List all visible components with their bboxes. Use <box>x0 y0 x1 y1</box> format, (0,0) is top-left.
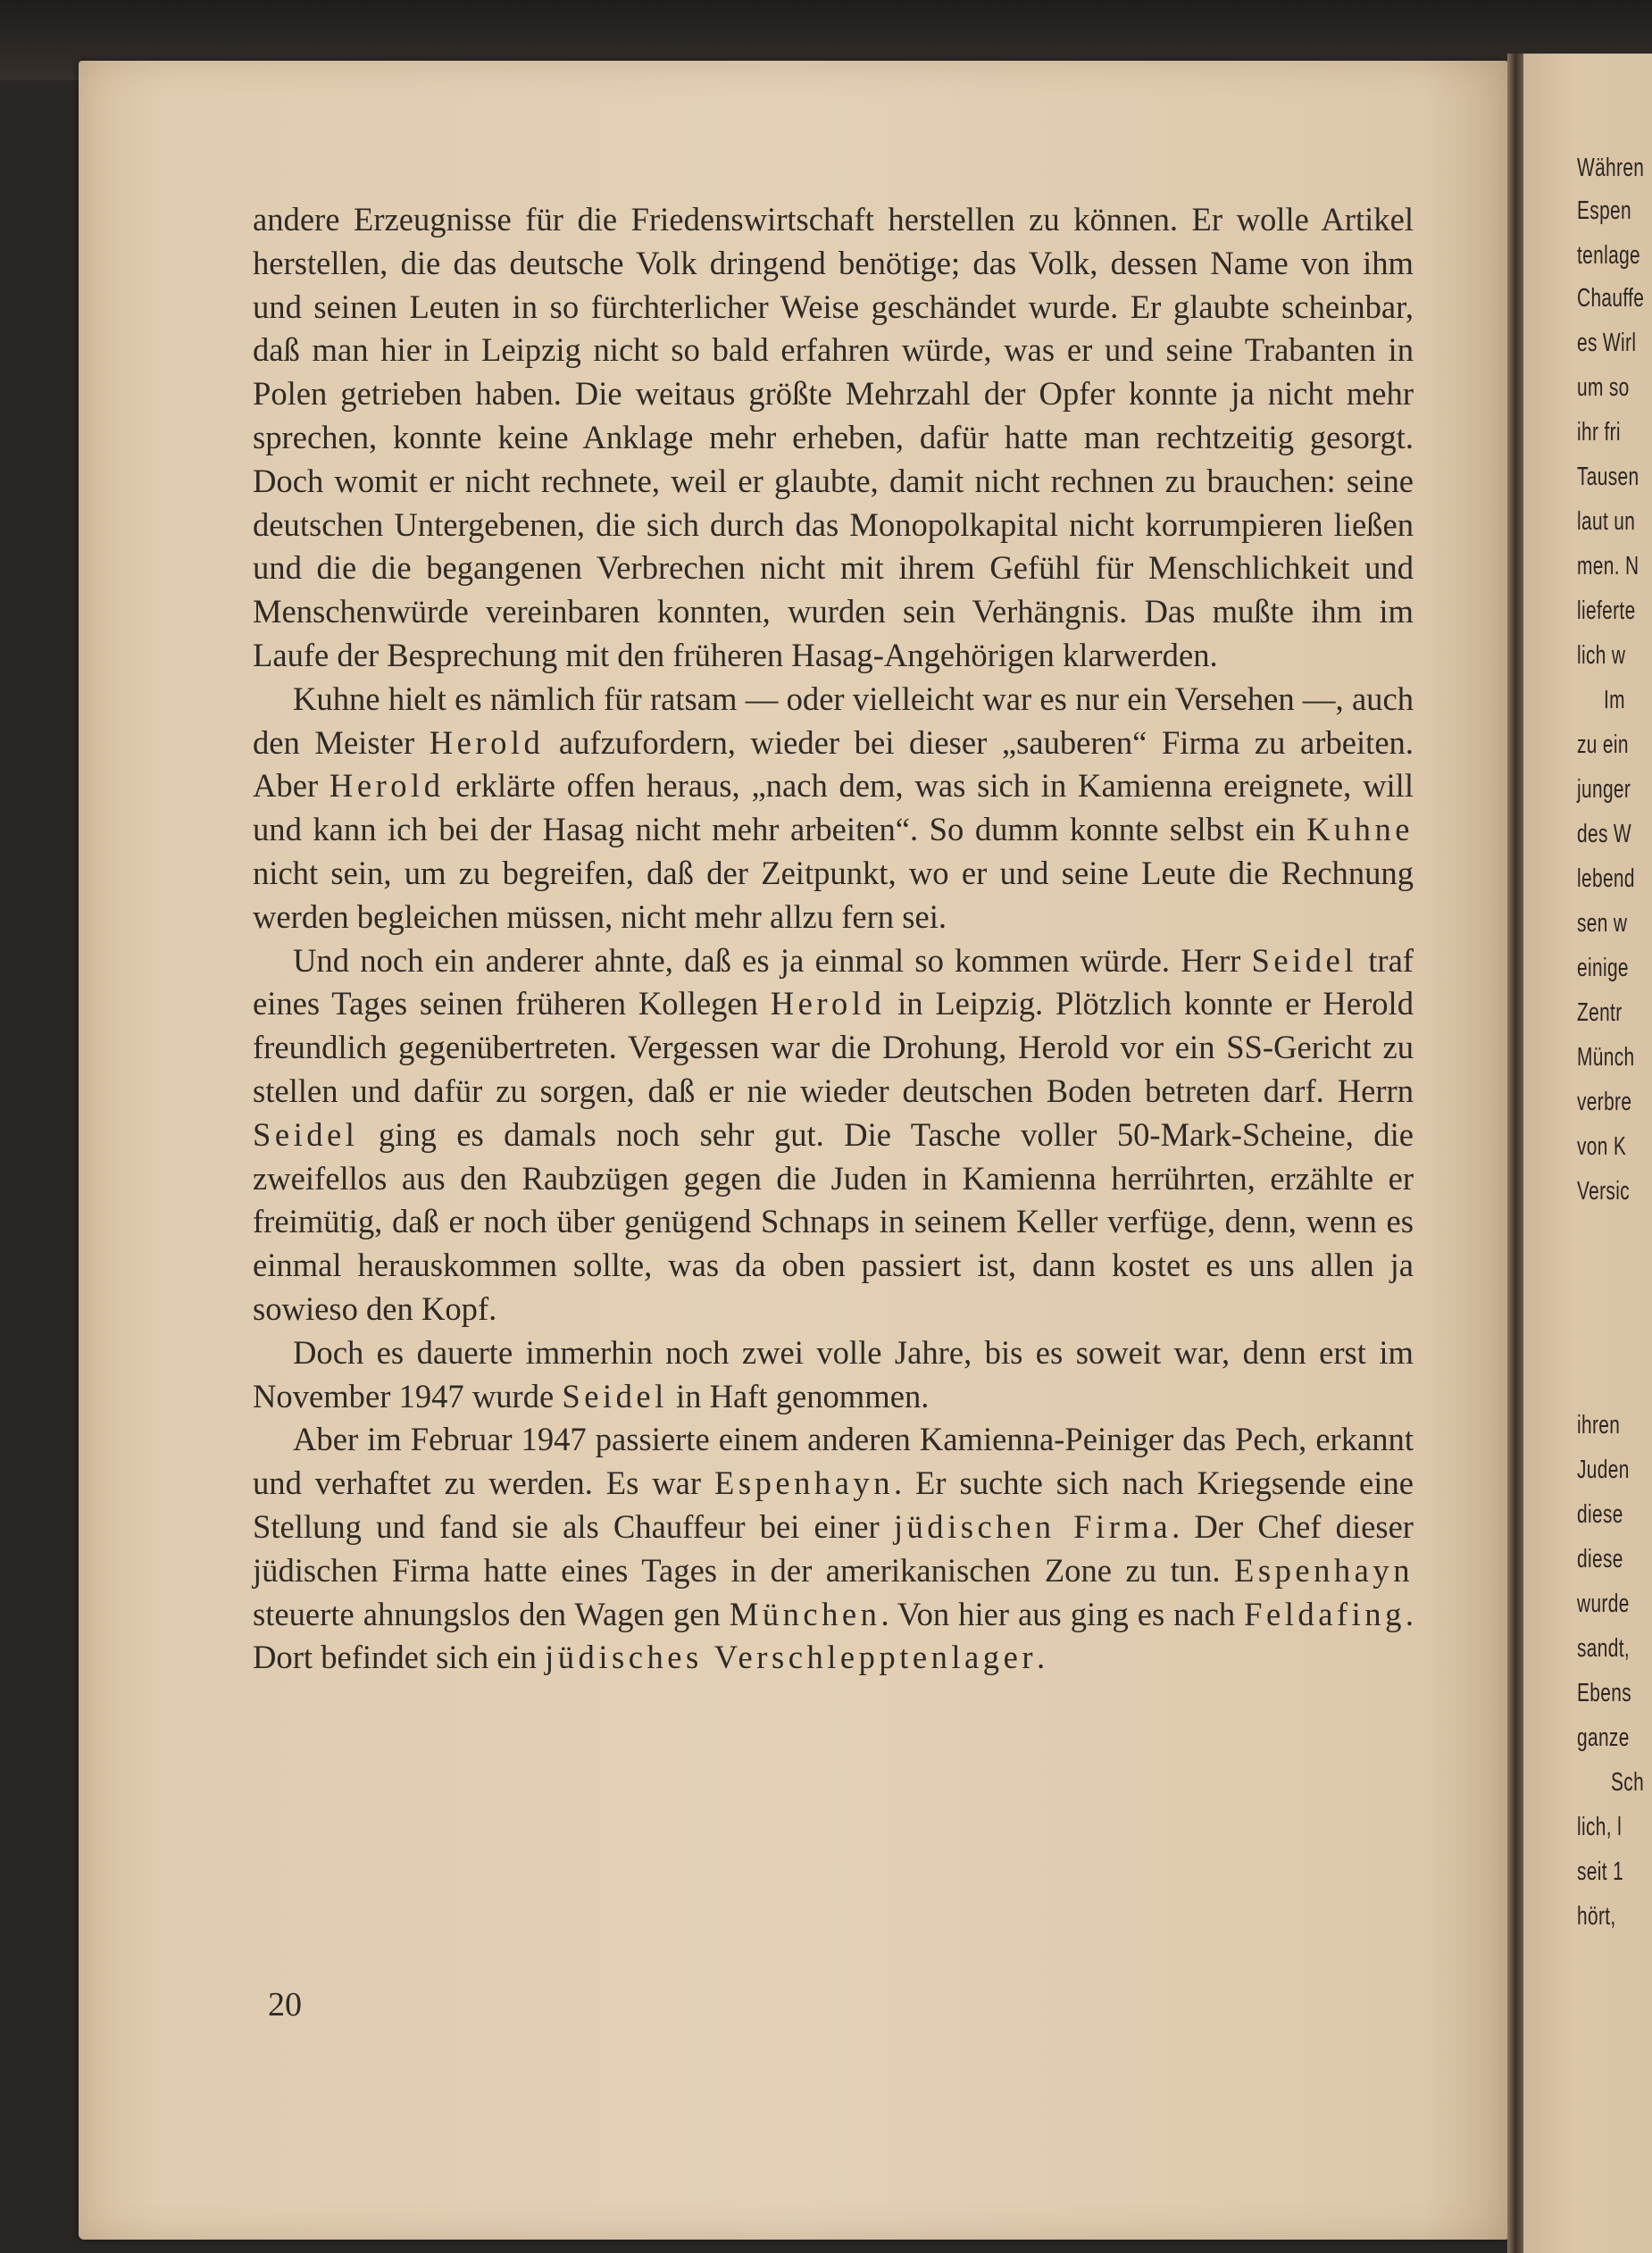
adjacent-page-text-fragment: ganze <box>1577 1723 1630 1752</box>
spaced-emphasis: Feldafing <box>1244 1595 1406 1632</box>
adjacent-page-text-fragment: ihren <box>1577 1411 1621 1439</box>
text-run: aufzufordern, wieder bei dieser „sauberen“ Firma zu arbeiten. Aber <box>253 723 1414 805</box>
page-number: 20 <box>268 1986 302 2024</box>
spaced-emphasis: Seidel <box>253 1115 359 1153</box>
text-run: in Leipzig. Plötzlich konnte er Herold freundlich gegenübertreten. Vergessen war die Drohung, Herold vor ein SS-Gericht zu stellen und dafür zu sorgen, daß er nie wieder deutschen Boden betreten darf. Herrn <box>253 985 1414 1109</box>
text-run: Aber im Februar 1947 passierte einem anderen Kamienna-Peiniger das Pech, erkannt und verhaftet zu werden. Es war <box>253 1421 1414 1502</box>
adjacent-page-text-fragment: Zentr <box>1577 998 1623 1027</box>
adjacent-page-text-fragment: seit 1 <box>1577 1857 1624 1886</box>
text-run: Kuhne hielt es nämlich für ratsam — oder vielleicht war es nur ein Versehen —, auch den Meister <box>253 680 1414 761</box>
spaced-emphasis: Kuhne <box>1306 811 1414 848</box>
spaced-emphasis: München <box>729 1595 881 1632</box>
text-run: Doch es dauerte immerhin noch zwei volle Jahre, bis es soweit war, denn erst im November 1947 wurde <box>253 1333 1414 1414</box>
adjacent-page-text-fragment: men. N <box>1577 552 1639 580</box>
adjacent-page-text-fragment: ihr fri <box>1577 418 1621 446</box>
adjacent-page-text-fragment: Münch <box>1577 1043 1635 1072</box>
spaced-emphasis: Herold <box>429 723 545 761</box>
text-run: traf eines Tages seinen früheren Kollegen <box>253 941 1414 1022</box>
adjacent-page-text-fragment: es Wirl <box>1577 329 1637 357</box>
body-text <box>253 198 1414 1680</box>
adjacent-page-text-fragment: sen w <box>1577 909 1628 938</box>
adjacent-page-text-fragment: des W <box>1577 820 1631 848</box>
adjacent-page-text-fragment: einige <box>1577 954 1629 982</box>
adjacent-page-text-fragment: hört, <box>1577 1902 1616 1931</box>
paragraph <box>253 198 1414 678</box>
spaced-emphasis: Seidel <box>1251 941 1357 979</box>
adjacent-page-text-fragment: Versic <box>1577 1177 1631 1206</box>
adjacent-page-text-fragment: lebend <box>1577 864 1635 893</box>
adjacent-page-text-fragment: von K <box>1577 1132 1627 1161</box>
text-run: . Von hier aus ging es nach <box>880 1595 1245 1632</box>
paragraph <box>253 1331 1414 1419</box>
text-run: . Er suchte sich nach Kriegsende eine Stellung und fand sie als Chauffeur bei einer <box>253 1464 1414 1545</box>
spaced-emphasis: Herold <box>770 985 886 1022</box>
text-run: erklärte offen heraus, „nach dem, was sich in Kamienna ereignete, will und kann ich bei der Hasag nicht mehr arbeiten“. So dumm konnte selbst ein <box>253 767 1414 848</box>
spaced-emphasis: Seidel <box>562 1377 668 1414</box>
adjacent-page-text-fragment: diese <box>1577 1545 1623 1573</box>
adjacent-page-text-fragment: Tausen <box>1577 463 1639 491</box>
adjacent-page-text-fragment: tenlage <box>1577 241 1641 270</box>
adjacent-page-edge <box>1523 54 1652 2253</box>
adjacent-page-text-fragment: wurde <box>1577 1590 1630 1618</box>
adjacent-page-text-fragment: Im <box>1604 686 1625 714</box>
adjacent-page-text-fragment: Währen <box>1577 154 1645 182</box>
adjacent-page-text-fragment: sandt, <box>1577 1634 1631 1663</box>
adjacent-page-text-fragment: lich, l <box>1577 1813 1623 1841</box>
adjacent-page-text-fragment: um so <box>1577 373 1630 402</box>
text-run: Und noch ein anderer ahnte, daß es ja einmal so kommen würde. Herr <box>293 941 1252 979</box>
paragraph <box>253 678 1414 939</box>
spaced-emphasis: Espenhayn <box>1234 1551 1414 1589</box>
adjacent-page-text-fragment: Juden <box>1577 1456 1630 1484</box>
spaced-emphasis: jüdischen Firma <box>893 1507 1172 1545</box>
text-run: . <box>1037 1639 1046 1676</box>
paragraph <box>253 939 1414 1331</box>
text-run: . Der Chef dieser jüdischen Firma hatte eines Tages in der amerikanischen Zone zu tun. <box>253 1507 1414 1589</box>
spaced-emphasis: jüdisches Verschlepptenlager <box>545 1639 1037 1676</box>
text-run: in Haft genommen. <box>667 1377 930 1414</box>
adjacent-page-text-fragment: verbre <box>1577 1088 1632 1116</box>
adjacent-page-text-fragment: junger <box>1577 775 1631 804</box>
adjacent-page-text-fragment: diese <box>1577 1500 1623 1529</box>
spaced-emphasis: Espenhayn <box>713 1464 894 1502</box>
text-run: . Dort befindet sich ein <box>253 1595 1414 1676</box>
text-run: steuerte ahnungslos den Wagen gen <box>253 1595 730 1632</box>
adjacent-page-text-fragment: Ebens <box>1577 1679 1632 1707</box>
adjacent-page-text-fragment: Espen <box>1577 196 1632 225</box>
paragraph <box>253 1418 1414 1680</box>
adjacent-page-text-fragment: laut un <box>1577 507 1636 536</box>
spaced-emphasis: Herold <box>329 767 445 805</box>
text-run: nicht sein, um zu begreifen, daß der Zeitpunkt, wo er und seine Leute die Rechnung werden begleichen müssen, nicht mehr allzu fern sei. <box>253 854 1414 935</box>
book-spine <box>1507 54 1523 2253</box>
text-run: andere Erzeugnisse für die Friedenswirtschaft herstellen zu können. Er wolle Artikel herstellen, die das deutsche Volk dringend benötige; das Volk, dessen Name von ihm und seinen Leuten in so fürchterlicher Weise geschändet wurde. Er glaubte scheinbar, daß man hier in Leipzig nicht so bald erfahren würde, was er und seine Trabanten in Polen getrieben haben. Die weitaus größte Mehrzahl der Opfer konnte ja nicht mehr sprechen, konnte keine Anklage mehr erheben, dafür hatte man rechtzeitig gesorgt. Doch womit er nicht rechnete, weil er glaubte, damit nicht rechnen zu brauchen: seine deutschen Untergebenen, die sich durch das Monopolkapital nicht korrumpieren ließen und die die begangenen Verbrechen nicht mit ihrem Gefühl für Menschlichkeit und Menschenwürde vereinbaren konnten, wurden sein Verhängnis. Das mußte ihm im Laufe der Besprechung mit den früheren Hasag-Angehörigen klarwerden. <box>253 201 1414 673</box>
adjacent-page-text-fragment: Chauffe <box>1577 284 1645 313</box>
adjacent-page-text-fragment: zu ein <box>1577 730 1629 759</box>
adjacent-page-text-fragment: lich w <box>1577 641 1626 670</box>
adjacent-page-text-fragment: lieferte <box>1577 597 1636 625</box>
text-run: ging es damals noch sehr gut. Die Tasche voller 50-Mark-Scheine, die zweifellos aus den Raubzügen gegen die Juden in Kamienna herrührten, erzählte er freimütig, daß er noch über genügend Schnaps in seinem Keller verfüge, denn, wenn es einmal herauskommen sollte, was da oben passiert ist, dann kostet es uns allen ja sowieso den Kopf. <box>253 1115 1414 1327</box>
adjacent-page-text-fragment: Sch <box>1611 1768 1645 1797</box>
